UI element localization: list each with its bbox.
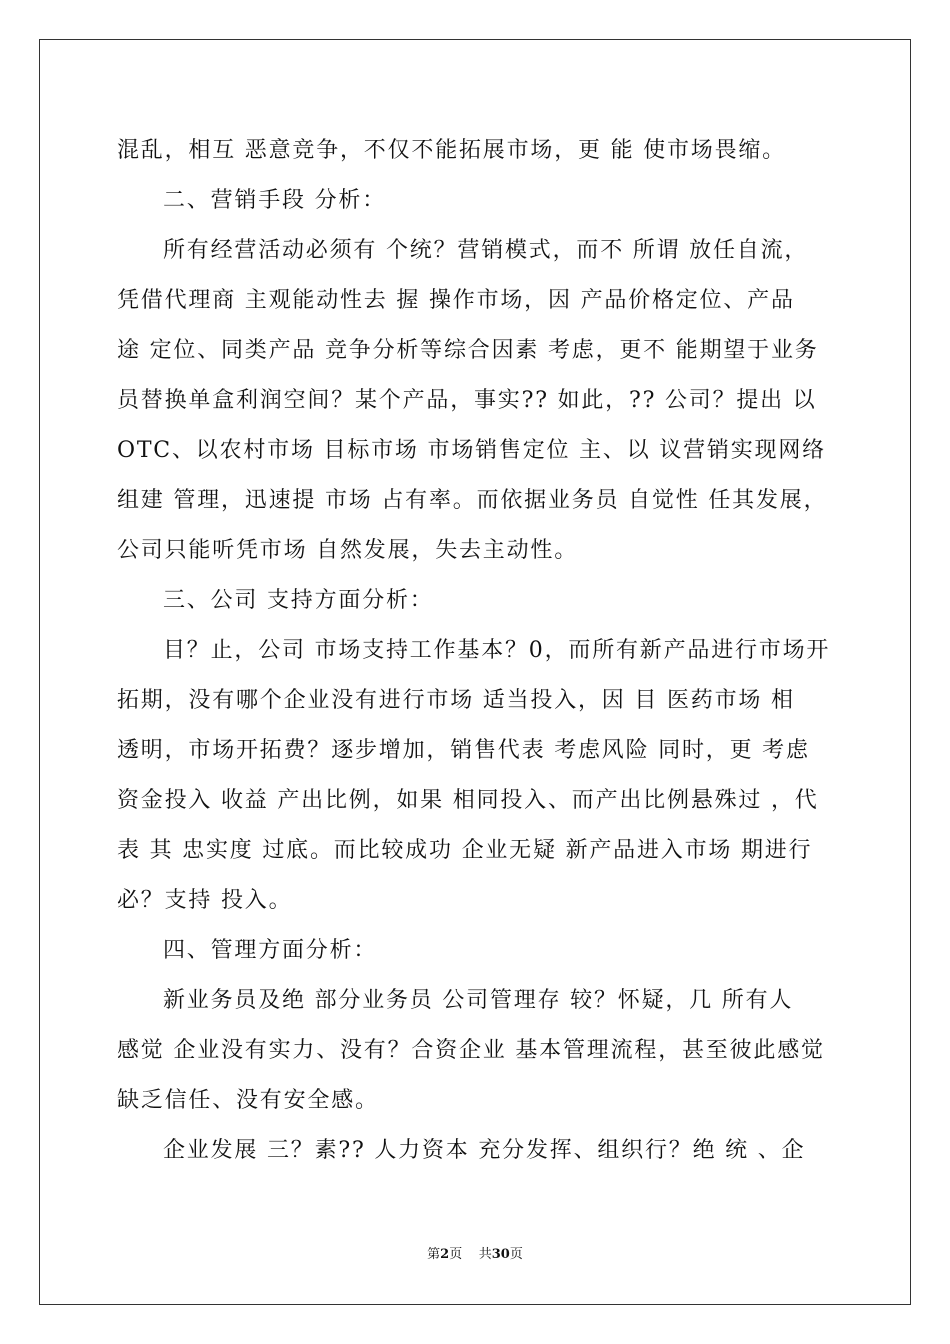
text-line-4: 凭借代理商 主观能动性去 握 操作市场，因 产品价格定位、产品 [117,288,795,313]
text-line-11: 目？止，公司 市场支持工作基本？0，而所有新产品进行市场开 [163,638,831,663]
text-line-21: 企业发展 三？素?? 人力资本 充分发挥、组织行？绝 统 、企 [163,1138,806,1163]
text-line-14: 资金投入 收益 产出比例，如果 相同投入、而产出比例悬殊过 ，代 [117,788,819,813]
text-line-15: 表 其 忠实度 过底。而比较成功 企业无疑 新产品进入市场 期进行 [117,838,813,863]
total-pages: 30 [491,1247,510,1262]
page-suffix: 页 [449,1247,463,1262]
text-line-8: 组建 管理，迅速提 市场 占有率。而依据业务员 自觉性 任其发展， [117,488,828,513]
page-number: 2 [440,1247,450,1262]
text-line-16: 必？支持 投入。 [117,888,293,913]
page-footer [0,1246,950,1264]
section-heading-3: 三、公司 支持方面分析： [163,588,434,613]
text-line-18: 新业务员及绝 部分业务员 公司管理存 较？怀疑，几 所有人 [163,988,794,1013]
text-line-3: 所有经营活动必须有 个统？营销模式，而不 所谓 放任自流， [163,238,809,263]
text-line-1: 混乱，相互 恶意竞争，不仅不能拓展市场，更 能 使市场畏缩。 [117,138,786,163]
text-line-9: 公司只能听凭市场 自然发展，失去主动性。 [117,538,578,563]
total-prefix: 共 [478,1247,492,1262]
section-heading-4: 四、管理方面分析： [163,938,378,963]
page-prefix: 第 [427,1247,441,1262]
section-heading-2: 二、营销手段 分析： [163,188,386,213]
total-suffix: 页 [509,1247,523,1262]
text-line-7: OTC、以农村市场 目标市场 市场销售定位 主、以 议营销实现网络 [117,438,826,463]
text-line-19: 感觉 企业没有实力、没有？合资企业 基本管理流程，甚至彼此感觉 [117,1038,825,1063]
text-line-13: 透明，市场开拓费？逐步增加，销售代表 考虑风险 同时，更 考虑 [117,738,810,763]
text-line-5: 途 定位、同类产品 竞争分析等综合因素 考虑，更不 能期望于业务 [117,338,819,363]
text-line-12: 拓期，没有哪个企业没有进行市场 适当投入，因 目 医药市场 相 [117,688,795,713]
text-line-6: 员替换单盒利润空间？某个产品，事实?? 如此，?? 公司？提出 以 [117,388,817,413]
text-line-20: 缺乏信任、没有安全感。 [117,1088,379,1113]
